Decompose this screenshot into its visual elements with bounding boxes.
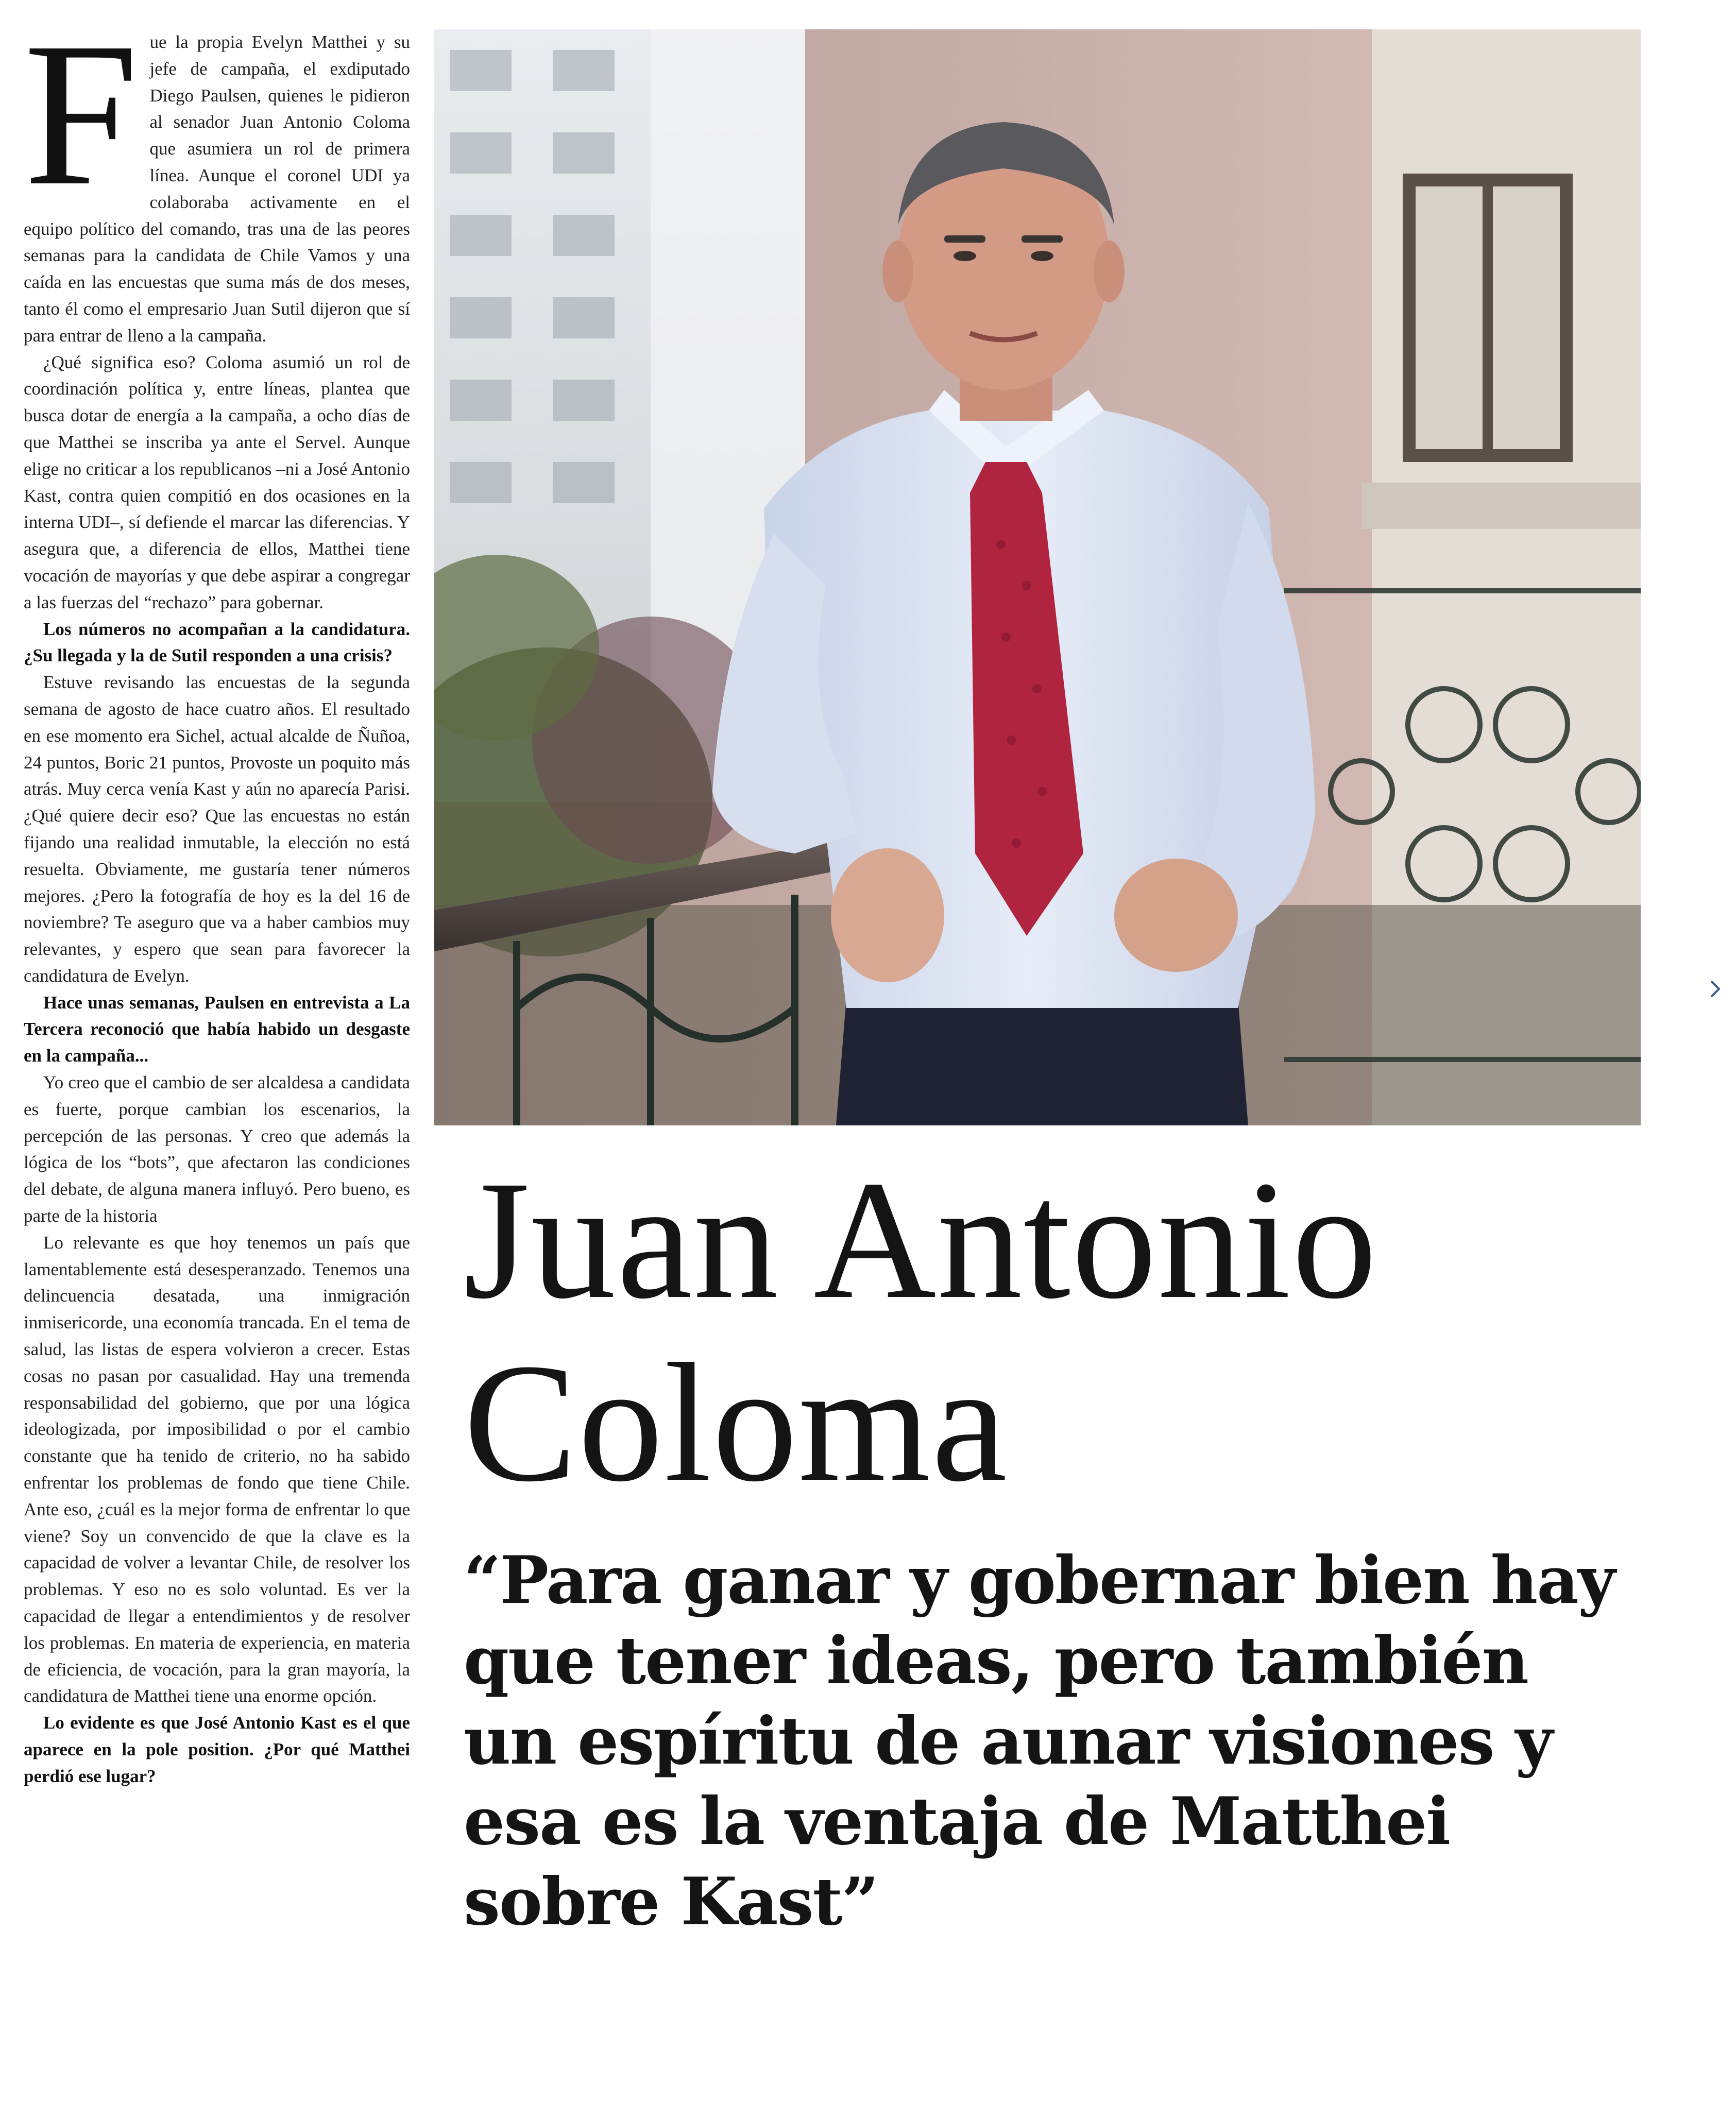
chevron-right-icon: [1708, 979, 1723, 999]
article-paragraph: Estuve revisando las encuestas de la segunda semana de agosto de hace cuatro años. El resultado en ese momento era Sichel, actual alcalde de Ñuñoa, 24 puntos, Boric 21 puntos, Provoste un poquito más atrás. Muy cerca venía Kast y aún no aparecía Parisi. ¿Qué quiere decir eso? Que las encuestas no están fijando una realidad inmutable, la elección no está resuelta. Obviamente, me gustaría tener números mejores. ¿Pero la fotografía de hoy es la del 16 de noviembre? Te aseguro que va a haber cambios muy relevantes, y espero que sean para favorecer la candidatura de Evelyn.: [24, 672, 410, 986]
article-paragraph: Lo relevante es que hoy tenemos un país que lamentablemente está desesperanzado. Tenemos una delincuencia desatada, una inmigración inmisericorde, una economía trancada. En el tema de salud, las listas de espera volvieron a crecer. Estas cosas no pasan por casualidad. Hay una tremenda responsabilidad del gobierno, que por una lógica ideologizada, por imposibilidad o por el cambio constante que ha tenido de criterio, no ha sabido enfrentar los problemas de fondo que tiene Chile. Ante eso, ¿cuál es la mejor forma de enfrentar lo que viene? Soy un convencido de que la clave es la capacidad de volver a levantar Chile, de resolver los problemas. Y eso no es solo voluntad. Es ver la capacidad de llegar a entendimientos y de resolver los problemas. En materia de experiencia, en materia de eficiencia, de vocación, para la gran mayoría, la candidatura de Matthei tiene una enorme opción.: [24, 1232, 410, 1706]
interview-question: Lo evidente es que José Antonio Kast es el que aparece en la pole position. ¿Por qué Matthei perdió ese lugar?: [24, 1713, 410, 1786]
article-paragraph: [24, 0, 410, 349]
article-body: [24, 0, 410, 1790]
next-page-button[interactable]: [1700, 973, 1731, 1004]
portrait-photo: [434, 29, 1641, 1125]
interview-question: Los números no acompañan a la candidatura. ¿Su llegada y la de Sutil responden a una crisis?: [24, 619, 410, 666]
drop-cap: F: [24, 0, 139, 228]
headline-line-1: Juan Antonio: [464, 1146, 1378, 1334]
headline: [464, 1146, 1648, 1517]
headline-line-2: Coloma: [464, 1329, 1008, 1517]
paragraph-text: ue la propia Evelyn Matthei y su jefe de campaña, el exdiputado Diego Paulsen, quienes le pidieron al senador Juan Antonio Coloma que asumiera un rol de primera línea. Aunque el coronel UDI ya colaboraba activamente en el equipo político del comando, tras una de las peores semanas para la candidata de Chile Vamos y una caída en las encuestas que suma más de dos meses, tanto él como el empresario Juan Sutil dijeron que sí para entrar de lleno a la campaña.: [24, 32, 410, 346]
article-paragraph: ¿Qué significa eso? Coloma asumió un rol de coordinación política y, entre líneas, plantea que busca dotar de energía a la campaña, a ocho días de que Matthei se inscriba ya ante el Servel. Aunque elige no criticar a los republicanos –ni a José Antonio Kast, contra quien compitió en dos ocasiones en la interna UDI–, sí defiende el marcar las diferencias. Y asegura que, a diferencia de ellos, Matthei tiene vocación de mayorías y que debe aspirar a congregar a las fuerzas del “rechazo” para gobernar.: [24, 352, 410, 612]
article-paragraph: Yo creo que el cambio de ser alcaldesa a candidata es fuerte, porque cambian los escenarios, la percepción de las personas. Y creo que además la lógica de los “bots”, que afectaron las condiciones del debate, de alguna manera influyó. Pero bueno, es parte de la historia: [24, 1072, 410, 1226]
pull-quote: “Para ganar y gobernar bien hay que tener ideas, pero también un espíritu de aunar visiones y esa es la ventaja de Matthei sobre Kast”: [464, 1542, 1615, 1940]
interview-question: Hace unas semanas, Paulsen en entrevista a La Tercera reconoció que había habido un desgaste en la campaña...: [24, 992, 410, 1066]
